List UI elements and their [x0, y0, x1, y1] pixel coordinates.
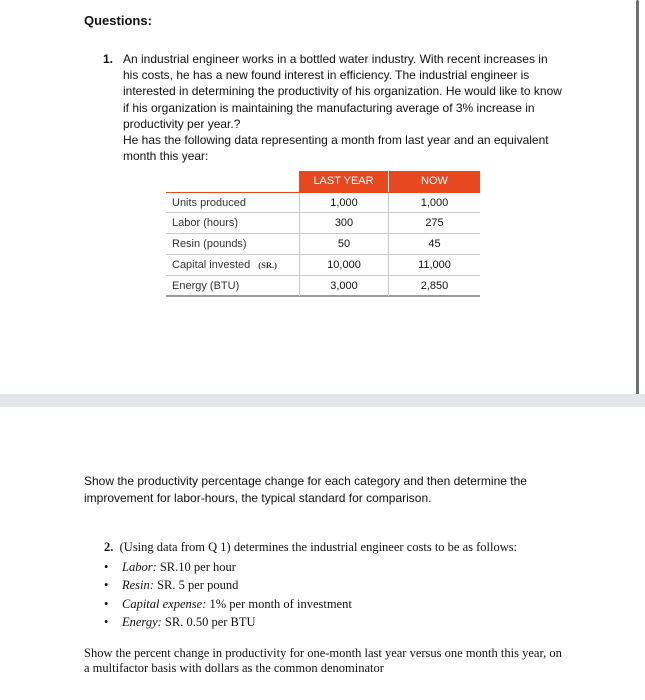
scrollbar[interactable] — [636, 0, 639, 402]
row-now: 275 — [425, 217, 444, 229]
question-2 — [104, 540, 517, 555]
row-last-year: 300 — [299, 213, 389, 233]
productivity-data-table — [166, 171, 480, 297]
cost-value: SR. 0.50 per BTU — [164, 615, 256, 630]
row-label: Capital invested — [172, 259, 251, 271]
page-divider — [0, 394, 645, 407]
row-last-year: 10,000 — [299, 255, 389, 275]
table-row — [166, 192, 480, 213]
row-unit: (SR.) — [258, 260, 277, 270]
question-1-paragraph-2: He has the following data representing a month from last year and an equivalent month this year: — [123, 133, 549, 164]
bullet-icon: • — [104, 615, 109, 630]
cost-label: Capital expense: — [122, 596, 207, 611]
bullet-icon: • — [104, 560, 109, 574]
question-1-paragraph-1: An industrial engineer works in a bottled water industry. With recent increases in his costs, he has a new found interest in efficiency. The industrial engineer is interested in determining the productivity of his organization. He would like to know if his organization is maintaining the manufacturing average of 3% increase in productivity per year.? — [123, 52, 562, 131]
instruction-2: Show the percent change in productivity for one-month last year versus one month this year, on a multifactor basis with dollars as the common denominator — [84, 646, 562, 675]
table-row — [166, 213, 480, 234]
question-2-number: 2. — [104, 540, 114, 554]
row-now: 1,000 — [420, 196, 449, 209]
cost-label: Energy: — [122, 615, 162, 630]
row-label: Resin (pounds) — [172, 238, 247, 250]
bullet-icon: • — [104, 578, 109, 593]
questions-heading: Questions: — [84, 13, 152, 28]
row-label: Energy (BTU) — [172, 279, 240, 292]
cost-label: Labor: — [122, 560, 157, 574]
question-1-number: 1. — [103, 52, 114, 66]
bullet-icon: • — [104, 596, 109, 611]
cost-label: Resin: — [122, 578, 154, 593]
header-last-year: LAST YEAR — [299, 171, 389, 192]
row-last-year: 50 — [299, 234, 389, 254]
question-2-text: (Using data from Q 1) determines the industrial engineer costs to be as follows: — [119, 540, 518, 554]
list-item — [104, 613, 352, 631]
cost-value: SR. 5 per pound — [157, 578, 239, 593]
header-now: NOW — [389, 171, 480, 192]
question-1 — [103, 51, 565, 164]
instruction-1: Show the productivity percentage change for each category and then determine the improvement for labor-hours, the typical standard for comparison. — [84, 474, 527, 505]
cost-value: 1% per month of investment — [209, 596, 352, 611]
table-row — [166, 276, 480, 297]
table-row — [166, 255, 480, 276]
table-header-row — [166, 171, 480, 192]
cost-list — [104, 558, 352, 632]
row-now: 45 — [428, 238, 441, 250]
row-label: Units produced — [172, 196, 246, 209]
cost-value: SR.10 per hour — [159, 560, 236, 574]
row-last-year: 1,000 — [299, 193, 389, 213]
row-label: Labor (hours) — [172, 217, 239, 229]
table-row — [166, 234, 480, 255]
list-item — [104, 576, 352, 594]
list-item — [104, 558, 352, 576]
row-last-year: 3,000 — [299, 276, 389, 296]
row-now: 2,850 — [420, 279, 449, 292]
row-label-cell — [166, 259, 299, 271]
list-item — [104, 595, 352, 613]
row-now: 11,000 — [418, 259, 451, 271]
